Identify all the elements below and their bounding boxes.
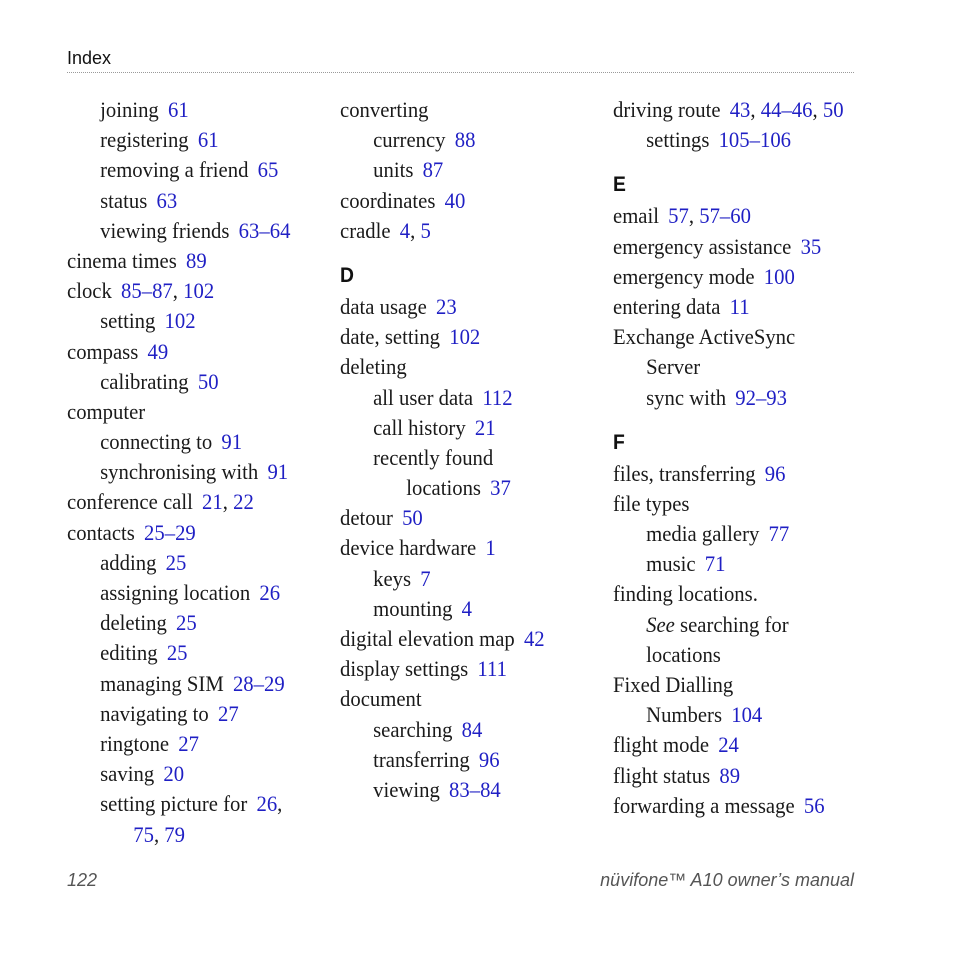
page-link[interactable]: 25 [166, 640, 188, 666]
page-link[interactable]: 65 [257, 157, 279, 183]
index-subentry [67, 216, 306, 246]
index-entry [613, 670, 852, 700]
page-link[interactable]: 105–106 [718, 127, 792, 153]
index-term: transferring [373, 746, 470, 772]
index-entry: cradle 4, 5 [340, 217, 431, 243]
index-term: flight status [613, 762, 711, 788]
index-term: file types [613, 490, 690, 516]
index-term: display settings [340, 656, 469, 682]
page-link[interactable]: 63 [156, 187, 178, 213]
page-link[interactable]: 25 [165, 549, 187, 575]
page-link[interactable]: 26 [259, 580, 281, 605]
index-term: device hardware [340, 535, 477, 561]
index-subentry [613, 352, 852, 382]
index-term: ringtone [100, 730, 170, 756]
index-term: searching [373, 716, 453, 742]
page-link[interactable]: 27 [217, 700, 239, 726]
index-term: email [613, 203, 659, 229]
index-term: Exchange ActiveSync [613, 324, 796, 350]
page-link[interactable]: 1 [485, 535, 496, 561]
index-term: adding [100, 549, 157, 575]
page-link[interactable]: 61 [167, 97, 189, 122]
index-term: sync with [646, 384, 727, 410]
page-link[interactable]: 56 [803, 792, 825, 818]
index-subentry [67, 729, 306, 759]
page-link[interactable]: 79 [164, 821, 185, 847]
index-term: entering data [613, 293, 721, 319]
page-link[interactable]: 102 [183, 278, 215, 304]
index-term: compass [67, 338, 139, 364]
index-term: removing a friend [100, 157, 249, 183]
index-subentry [67, 699, 306, 729]
index-entry [613, 262, 852, 292]
index-entry [613, 730, 852, 760]
index-column-2 [340, 95, 579, 805]
index-term: viewing friends [100, 217, 230, 243]
index-subentry [340, 564, 579, 594]
page-link[interactable]: 88 [454, 127, 476, 153]
page-link[interactable]: 75 [133, 821, 154, 847]
index-term: setting picture for [100, 791, 248, 817]
index-term: calibrating [100, 368, 189, 394]
page-link[interactable]: 89 [185, 247, 207, 273]
page-link[interactable]: 42 [523, 626, 545, 651]
index-subentry: 75, 79 [133, 821, 185, 847]
page-number: 122 [67, 870, 98, 890]
index-subentry [67, 669, 306, 699]
index-term: files, transferring [613, 460, 756, 486]
index-subentry [340, 594, 579, 624]
index-subentry [67, 306, 306, 336]
page-link[interactable]: 4 [399, 217, 411, 243]
page-link[interactable]: 85–87 [121, 278, 173, 304]
index-subentry [67, 638, 306, 668]
index-term: driving route [613, 97, 721, 122]
index-term: document [340, 686, 422, 712]
index-term: editing [100, 640, 158, 666]
page-link[interactable]: 4 [461, 595, 473, 621]
index-term: keys [373, 565, 412, 591]
index-term: setting [100, 308, 156, 334]
page-link[interactable]: 50 [402, 505, 423, 531]
index-subentry [340, 125, 579, 155]
index-term: locations [406, 475, 481, 501]
index-subentry [340, 715, 579, 745]
index-entry [613, 292, 852, 322]
index-term: searching for [680, 611, 789, 637]
index-term: deleting [100, 610, 167, 636]
page-link[interactable]: 111 [477, 656, 507, 682]
page-link[interactable]: 37 [490, 475, 511, 501]
index-entry [613, 761, 852, 791]
index-term: contacts [67, 519, 135, 545]
index-term: settings [646, 127, 710, 153]
index-subentry [67, 759, 306, 789]
index-subentry [340, 473, 579, 503]
index-subentry: setting picture for 26, [100, 791, 283, 817]
page-link[interactable]: 89 [719, 762, 741, 788]
page-link[interactable]: 25 [176, 610, 197, 636]
index-subentry [67, 186, 306, 216]
running-header: Index [67, 48, 112, 68]
index-subentry [67, 427, 306, 457]
index-entry [67, 246, 306, 276]
page-link[interactable]: 92–93 [735, 384, 787, 410]
index-term: cinema times [67, 247, 177, 273]
page-link[interactable]: 96 [478, 746, 500, 772]
page-link[interactable]: 102 [449, 324, 481, 350]
index-entry: clock 85–87, 102 [67, 278, 215, 304]
page-link[interactable]: 61 [197, 127, 219, 153]
index-term: emergency mode [613, 263, 755, 289]
header-divider [67, 72, 854, 73]
index-entry [340, 186, 579, 216]
index-term: status [100, 187, 148, 213]
index-subentry [340, 383, 579, 413]
index-letter-heading: F [613, 430, 625, 454]
index-subentry [613, 519, 852, 549]
page-link[interactable]: 5 [420, 217, 431, 243]
index-term: forwarding a message [613, 792, 795, 818]
index-subentry [613, 610, 852, 640]
page-link[interactable]: 91 [267, 459, 289, 485]
page-link[interactable]: 96 [764, 460, 786, 486]
index-entry [613, 791, 852, 821]
index-entry [340, 624, 579, 654]
index-subentry [340, 745, 579, 775]
page-link[interactable]: 63–64 [238, 217, 291, 243]
index-term: flight mode [613, 732, 710, 758]
index-term: joining [100, 97, 159, 122]
page-link[interactable]: 43 [729, 97, 751, 122]
index-subentry [67, 95, 306, 125]
index-subentry [613, 125, 852, 155]
index-term: synchronising with [100, 459, 259, 485]
index-entry [340, 322, 579, 352]
page-link[interactable]: 91 [221, 429, 243, 455]
page-link[interactable]: 50 [197, 368, 219, 394]
index-subentry [67, 457, 306, 487]
page-link[interactable]: 57 [668, 203, 689, 229]
index-subentry [340, 413, 579, 443]
index-subentry [67, 578, 306, 608]
page-link[interactable]: 35 [800, 233, 822, 259]
index-entry: conference call 21, 22 [67, 489, 254, 515]
index-subentry [67, 548, 306, 578]
page-link[interactable]: 100 [763, 263, 795, 289]
index-entry [340, 95, 579, 125]
page-link[interactable]: 44–46 [760, 97, 813, 122]
index-subentry [613, 640, 852, 670]
index-term: navigating to [100, 700, 209, 726]
index-term: computer [67, 398, 146, 424]
index-term: mounting [373, 595, 453, 621]
index-term: all user data [373, 384, 474, 410]
page-link[interactable]: 104 [731, 702, 763, 728]
index-entry [613, 489, 852, 519]
index-subentry [613, 383, 852, 413]
index-term: currency [373, 127, 446, 153]
index-entry [340, 503, 579, 533]
page-link[interactable]: 84 [461, 716, 483, 742]
index-subentry [340, 155, 579, 185]
page-link[interactable]: 22 [233, 489, 254, 515]
index-entry [613, 322, 852, 352]
index-term: viewing [373, 776, 440, 802]
see-reference: See [646, 611, 675, 637]
index-term: date, setting [340, 324, 441, 350]
page-link[interactable]: 57–60 [699, 203, 751, 229]
page-link[interactable]: 20 [163, 761, 185, 787]
index-entry [67, 518, 306, 548]
index-column-1 [67, 95, 306, 850]
index-entry [340, 654, 579, 684]
index-entry [340, 292, 579, 322]
index-entry: email 57, 57–60 [613, 203, 751, 229]
index-entry [67, 337, 306, 367]
page-link[interactable]: 21 [202, 489, 223, 515]
page-link[interactable]: 11 [729, 293, 750, 319]
index-subentry [67, 155, 306, 185]
index-term: converting [340, 97, 429, 122]
page-link[interactable]: 25–29 [144, 519, 196, 545]
index-term: emergency assistance [613, 233, 792, 259]
index-subentry [67, 125, 306, 155]
index-entry [613, 232, 852, 262]
index-entry [340, 533, 579, 563]
index-term: units [373, 157, 414, 183]
page-link[interactable]: 71 [704, 551, 726, 577]
index-term: Server [646, 354, 701, 380]
index-entry [613, 459, 852, 489]
index-subentry [340, 775, 579, 805]
index-term: deleting [340, 354, 407, 380]
page-link[interactable]: 23 [435, 293, 457, 319]
manual-title: nüvifone™ A10 owner’s manual [600, 870, 854, 890]
index-term: cradle [340, 217, 391, 243]
index-entry [340, 684, 579, 714]
index-term: call history [373, 414, 466, 440]
index-term: finding locations. [613, 581, 758, 607]
index-term: recently found [373, 444, 494, 470]
page-link[interactable]: 40 [444, 187, 466, 213]
index-column-3 [613, 95, 852, 821]
page-link[interactable]: 49 [147, 338, 169, 364]
index-term: detour [340, 505, 393, 531]
page-link[interactable]: 24 [718, 732, 739, 758]
index-letter-heading: D [340, 263, 354, 287]
index-subentry [613, 549, 852, 579]
page-link[interactable]: 27 [178, 730, 200, 756]
index-term: conference call [67, 489, 193, 515]
index-entry: driving route 43, 44–46, 50 [613, 97, 844, 122]
page-link[interactable]: 83–84 [449, 776, 501, 802]
index-term: Fixed Dialling [613, 672, 734, 697]
index-term: clock [67, 278, 112, 304]
page-link[interactable]: 87 [422, 157, 444, 183]
page-link[interactable]: 112 [482, 384, 513, 410]
index-term: connecting to [100, 429, 213, 455]
index-entry [67, 397, 306, 427]
index-subentry [67, 367, 306, 397]
index-entry [613, 579, 852, 609]
page-link[interactable]: 7 [420, 565, 431, 591]
page-link[interactable]: 77 [768, 521, 790, 547]
page-link[interactable]: 102 [164, 308, 196, 334]
page-link[interactable]: 28–29 [232, 670, 285, 696]
index-term: assigning location [100, 580, 251, 605]
index-entry [340, 352, 579, 382]
index-term: music [646, 551, 696, 577]
index-term: managing SIM [100, 670, 224, 696]
index-term: Numbers [646, 702, 723, 728]
page-link[interactable]: 21 [474, 414, 496, 440]
index-term: digital elevation map [340, 626, 515, 651]
index-term: data usage [340, 293, 427, 319]
index-term: media gallery [646, 521, 760, 547]
index-term: saving [100, 761, 155, 787]
index-letter-heading: E [613, 173, 626, 197]
index-term: locations [646, 641, 721, 667]
index-subentry [613, 700, 852, 730]
index-subentry [67, 608, 306, 638]
index-term: coordinates [340, 187, 436, 213]
index-subentry [340, 443, 579, 473]
index-term: registering [100, 127, 189, 153]
page-link[interactable]: 26 [256, 791, 278, 817]
page-link[interactable]: 50 [822, 97, 844, 122]
